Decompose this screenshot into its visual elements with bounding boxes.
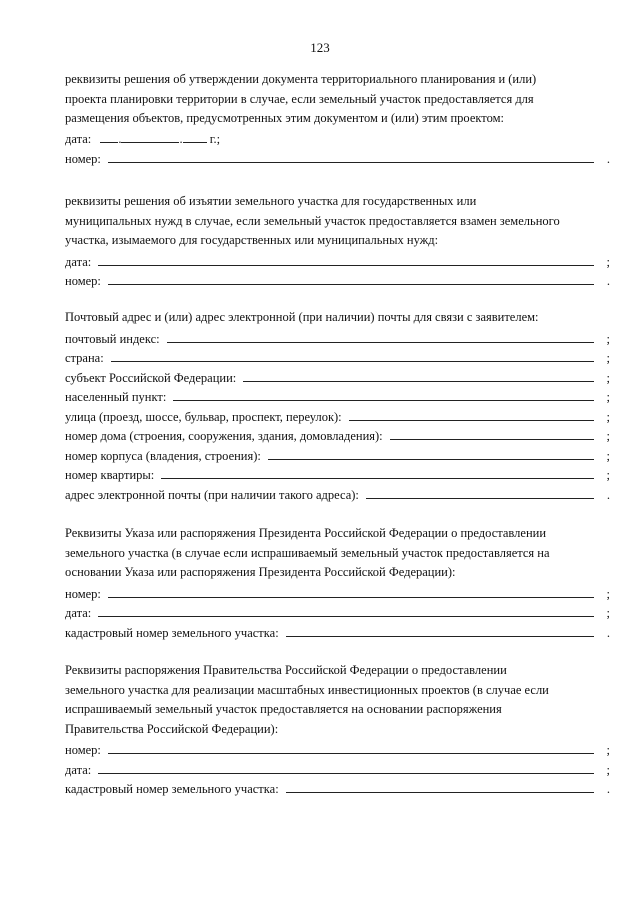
paragraph-line: испрашиваемый земельный участок предоставляется на основании распоряжения bbox=[65, 702, 502, 716]
paragraph-line: реквизиты решения об утверждении документа территориального планирования и (или) bbox=[65, 72, 537, 86]
field-blank[interactable] bbox=[390, 425, 594, 440]
field-label: дата: bbox=[65, 254, 92, 269]
field-terminator: ; bbox=[606, 586, 610, 601]
date-separator: . bbox=[179, 131, 183, 146]
field-terminator: ; bbox=[606, 606, 610, 620]
field-label: номер корпуса (владения, строения): bbox=[65, 448, 261, 463]
house-number-field bbox=[65, 425, 610, 445]
number-field bbox=[65, 583, 610, 603]
field-blank[interactable] bbox=[111, 347, 594, 362]
field-blank[interactable] bbox=[349, 406, 594, 421]
paragraph-line: муниципальных нужд в случае, если земельный участок предоставляется взамен земельного bbox=[65, 213, 560, 228]
field-blank[interactable] bbox=[243, 367, 594, 382]
section-contact-address bbox=[65, 308, 610, 503]
field-label: страна: bbox=[65, 351, 104, 365]
date-label: дата: bbox=[65, 131, 92, 146]
postal-code-field bbox=[65, 328, 610, 348]
page-number: 123 bbox=[310, 40, 330, 55]
field-blank[interactable] bbox=[161, 464, 594, 479]
paragraph-line: земельного участка для реализации масштабных инвестиционных проектов (в случае если bbox=[65, 682, 549, 697]
date-field bbox=[65, 129, 610, 149]
field-label: кадастровый номер земельного участка: bbox=[65, 782, 279, 796]
paragraph-line: Реквизиты распоряжения Правительства Российской Федерации о предоставлении bbox=[65, 663, 507, 677]
field-label: кадастровый номер земельного участка: bbox=[65, 625, 279, 640]
region-field bbox=[65, 367, 610, 387]
field-label: номер дома (строения, сооружения, здания, домовладения): bbox=[65, 429, 383, 443]
cadastral-number-field bbox=[65, 622, 610, 642]
field-terminator: . bbox=[606, 487, 610, 502]
paragraph-line: Реквизиты Указа или распоряжения Президента Российской Федерации о предоставлении bbox=[65, 526, 547, 540]
field-label: почтовый индекс: bbox=[65, 331, 160, 346]
field-terminator: ; bbox=[606, 254, 610, 269]
field-label: номер: bbox=[65, 743, 101, 757]
field-label: улица (проезд, шоссе, бульвар, проспект, переулок): bbox=[65, 409, 342, 424]
paragraph-line: участка, изымаемого для государственных или муниципальных нужд: bbox=[65, 233, 439, 247]
field-terminator: ; bbox=[606, 762, 610, 777]
number-field bbox=[65, 148, 610, 168]
field-terminator: . bbox=[606, 625, 610, 640]
section-government-order bbox=[65, 661, 610, 798]
field-terminator: ; bbox=[606, 468, 610, 482]
field-terminator: ; bbox=[606, 351, 610, 365]
field-blank[interactable] bbox=[108, 583, 594, 598]
paragraph-line: размещения объектов, предусмотренных этим документом и (или) этим проектом: bbox=[65, 111, 504, 125]
field-label: номер: bbox=[65, 274, 101, 288]
building-number-field bbox=[65, 445, 610, 465]
field-terminator: . bbox=[606, 152, 610, 166]
paragraph-line: земельного участка (в случае если испрашиваемый земельный участок предоставляется на bbox=[65, 545, 550, 560]
locality-field bbox=[65, 386, 610, 406]
field-label: номер квартиры: bbox=[65, 468, 155, 482]
field-blank[interactable] bbox=[108, 270, 594, 285]
paragraph-line: Правительства Российской Федерации): bbox=[65, 721, 279, 736]
field-terminator: ; bbox=[606, 331, 610, 346]
field-label: номер: bbox=[65, 152, 101, 166]
number-field bbox=[65, 739, 610, 759]
field-blank[interactable] bbox=[108, 148, 594, 163]
country-field bbox=[65, 347, 610, 367]
field-blank[interactable] bbox=[173, 386, 594, 401]
paragraph-line: основании Указа или распоряжения Президента Российской Федерации): bbox=[65, 565, 456, 579]
field-label: дата: bbox=[65, 606, 92, 620]
section-territorial-planning bbox=[65, 70, 610, 168]
field-blank[interactable] bbox=[167, 328, 594, 343]
field-terminator: ; bbox=[606, 370, 610, 385]
date-separator: . bbox=[118, 131, 122, 146]
field-terminator: ; bbox=[606, 743, 610, 757]
field-terminator: . bbox=[606, 274, 610, 288]
number-field bbox=[65, 270, 610, 290]
field-blank[interactable] bbox=[98, 251, 594, 266]
paragraph-line: проекта планировки территории в случае, если земельный участок предоставляется для bbox=[65, 91, 534, 106]
field-blank[interactable] bbox=[268, 445, 594, 460]
field-blank[interactable] bbox=[98, 759, 594, 774]
section-heading: Почтовый адрес и (или) адрес электронной (при наличии) почты для связи с заявителем: bbox=[65, 310, 539, 324]
field-terminator: . bbox=[606, 782, 610, 796]
field-label: номер: bbox=[65, 586, 101, 601]
field-terminator: ; bbox=[606, 429, 610, 443]
field-terminator: ; bbox=[606, 409, 610, 424]
date-year-blank[interactable] bbox=[183, 129, 207, 143]
date-day-blank[interactable] bbox=[100, 129, 118, 143]
field-blank[interactable] bbox=[366, 484, 594, 499]
field-blank[interactable] bbox=[286, 778, 594, 793]
field-label: дата: bbox=[65, 762, 92, 777]
field-blank[interactable] bbox=[286, 622, 594, 637]
field-label: адрес электронной почты (при наличии такого адреса): bbox=[65, 487, 359, 502]
date-field bbox=[65, 759, 610, 779]
field-label: субъект Российской Федерации: bbox=[65, 370, 237, 385]
email-field bbox=[65, 484, 610, 504]
cadastral-number-field bbox=[65, 778, 610, 798]
date-field bbox=[65, 602, 610, 622]
field-blank[interactable] bbox=[98, 602, 594, 617]
paragraph-line: реквизиты решения об изъятии земельного участка для государственных или bbox=[65, 194, 477, 208]
field-label: населенный пункт: bbox=[65, 390, 167, 404]
field-terminator: ; bbox=[606, 390, 610, 404]
date-suffix: г.; bbox=[209, 131, 221, 146]
apartment-number-field bbox=[65, 464, 610, 484]
section-president-decree bbox=[65, 524, 610, 641]
date-field bbox=[65, 251, 610, 271]
field-terminator: ; bbox=[606, 448, 610, 463]
street-field bbox=[65, 406, 610, 426]
date-month-blank[interactable] bbox=[121, 129, 179, 143]
field-blank[interactable] bbox=[108, 739, 594, 754]
section-land-seizure bbox=[65, 192, 610, 290]
